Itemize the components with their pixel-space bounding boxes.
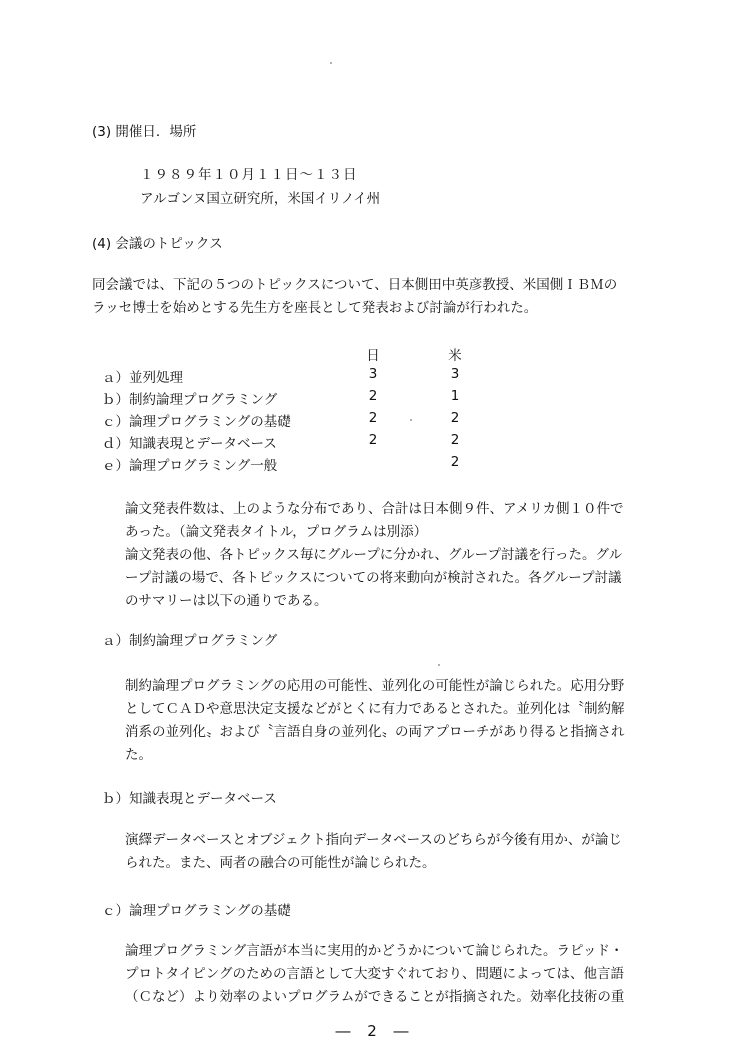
table-row-label: ｄ）知識表現とデータベース — [102, 436, 277, 452]
summary-paragraph — [125, 498, 624, 613]
summary-line: 論文発表の他、各トピックス毎にグループに分かれ、グループ討議を行った。グル — [125, 547, 623, 563]
table-row-label: ａ）並列処理 — [102, 370, 183, 386]
summary-line: 論文発表件数は、上のような分布であり、合計は日本側９件、アメリカ側１０件で — [125, 501, 624, 517]
group-c-paragraph — [125, 940, 624, 1009]
table-row-label: ｃ）論理プログラミングの基礎 — [102, 414, 291, 430]
table-cell-usa: 2 — [450, 410, 460, 426]
table-row-label: ｂ）制約論理プログラミング — [102, 392, 278, 408]
group-c-line: 論理プログラミング言語が本当に実用的かどうかについて論じられた。ラピッド・ — [125, 943, 624, 959]
group-c-line: （Ｃなど）より効率のよいプログラムができることが指摘された。効率化技術の重 — [125, 989, 625, 1005]
intro-line: ラッセ博士を始めとする先生方を座長として発表および討論が行われた。 — [92, 300, 538, 316]
summary-line: ープ討議の場で、各トピックスについての将来動向が検討された。各グループ討議 — [125, 570, 622, 586]
group-a-paragraph — [125, 675, 625, 767]
meeting-place: アルゴンヌ国立研究所，米国イリノイ州 — [140, 191, 381, 207]
scan-speck — [410, 419, 412, 421]
group-b-paragraph — [125, 829, 622, 875]
table-cell-japan: 2 — [368, 432, 378, 448]
group-a-line: としてＣＡＤや意思決定支援などがとくに有力であるとされた。並列化は〝制約解 — [125, 701, 625, 717]
table-cell-usa: 2 — [450, 454, 460, 470]
group-b-heading: ｂ）知識表現とデータベース — [102, 791, 277, 807]
summary-line: あった。（論文発表タイトル，プログラムは別添） — [125, 524, 428, 540]
group-a-heading: ａ）制約論理プログラミング — [102, 633, 278, 649]
scan-speck — [438, 664, 440, 666]
scan-speck — [330, 62, 332, 64]
page-number: ― 2 ― — [335, 1022, 415, 1040]
section4-heading: (4) 会議のトピックス — [92, 236, 223, 252]
table-cell-japan: 2 — [368, 388, 378, 404]
table-cell-usa: 1 — [450, 388, 460, 404]
table-cell-japan: 3 — [368, 366, 378, 382]
table-cell-japan: 2 — [368, 410, 378, 426]
table-cell-usa: 2 — [450, 432, 460, 448]
section3-heading: (3) 開催日．場所 — [92, 124, 197, 140]
meeting-date: １９８９年１０月１１日～１３日 — [140, 167, 358, 183]
group-b-line: られた。また、両者の融合の可能性が論じられた。 — [125, 855, 436, 871]
group-b-line: 演繹データベースとオブジェクト指向データベースのどちらが今後有用か、が論じ — [125, 832, 622, 848]
group-a-line: 消系の並列化〟および〝言語自身の並列化〟の両アプローチがあり得ると指摘され — [125, 724, 625, 740]
table-cell-usa: 3 — [450, 366, 460, 382]
group-a-line: 制約論理プログラミングの応用の可能性、並列化の可能性が論じられた。応用分野 — [125, 678, 625, 694]
intro-line: 同会議では、下記の５つのトピックスについて、日本側田中英彦教授、米国側ＩＢＭの — [92, 277, 618, 293]
col-header-japan: 日 — [366, 348, 380, 364]
summary-line: のサマリーは以下の通りである。 — [125, 593, 328, 609]
col-header-usa: 米 — [448, 348, 462, 364]
group-a-line: た。 — [125, 747, 152, 763]
intro-paragraph — [92, 274, 617, 320]
group-c-heading: ｃ）論理プログラミングの基礎 — [102, 903, 291, 919]
table-row-label: ｅ）論理プログラミング一般 — [102, 458, 278, 474]
group-c-line: プロトタイピングのための言語として大変すぐれており、問題によっては、他言語 — [125, 966, 624, 982]
